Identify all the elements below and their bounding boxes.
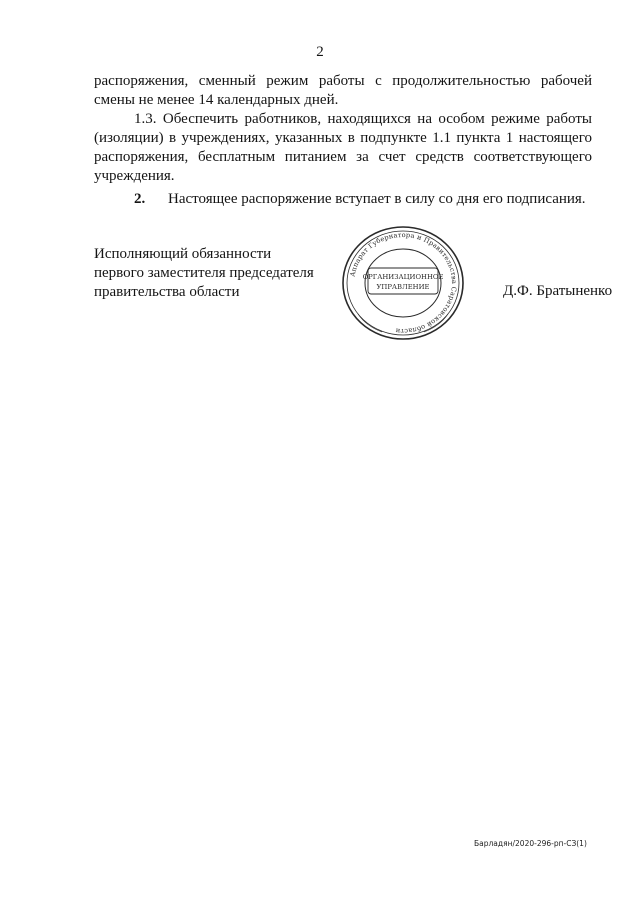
signature-position-line: Исполняющий обязанности xyxy=(94,246,272,262)
document-body xyxy=(94,72,592,209)
paragraph-item-1-3: 1.3. Обеспечить работников, находящихся на особом режиме работы (изоляции) в учреждениях, указанных в подпункте 1.1 пункта 1 настоящего распоряжения, бесплатным питанием за счет средств соответствующего учреждения. xyxy=(94,111,592,184)
footer-document-code: Барладян/2020-296-рп-СЗ(1) xyxy=(474,839,587,848)
item-2-text: Настоящее распоряжение вступает в силу со дня его подписания. xyxy=(168,191,586,207)
stamp-center-line1: ОРГАНИЗАЦИОННОЕ xyxy=(362,273,444,281)
signature-position-line: первого заместителя председателя xyxy=(94,265,314,281)
signature-position-line: правительства области xyxy=(94,284,240,300)
stamp-ring-textpath: Аппарат Губернатора и Правительства Саратовской области xyxy=(348,230,459,336)
signature-position xyxy=(94,245,314,302)
official-stamp xyxy=(338,222,468,344)
paragraph-continuation: распоряжения, сменный режим работы с продолжительностью рабочей смены не менее 14 календарных дней. xyxy=(94,73,592,108)
stamp-center-line2: УПРАВЛЕНИЕ xyxy=(376,283,430,291)
paragraph-item-2 xyxy=(94,190,592,209)
page-number: 2 xyxy=(316,44,324,60)
stamp-seal-icon xyxy=(338,222,468,344)
signer-name: Д.Ф. Братыненко xyxy=(503,283,613,299)
item-2-number: 2. xyxy=(134,191,146,207)
